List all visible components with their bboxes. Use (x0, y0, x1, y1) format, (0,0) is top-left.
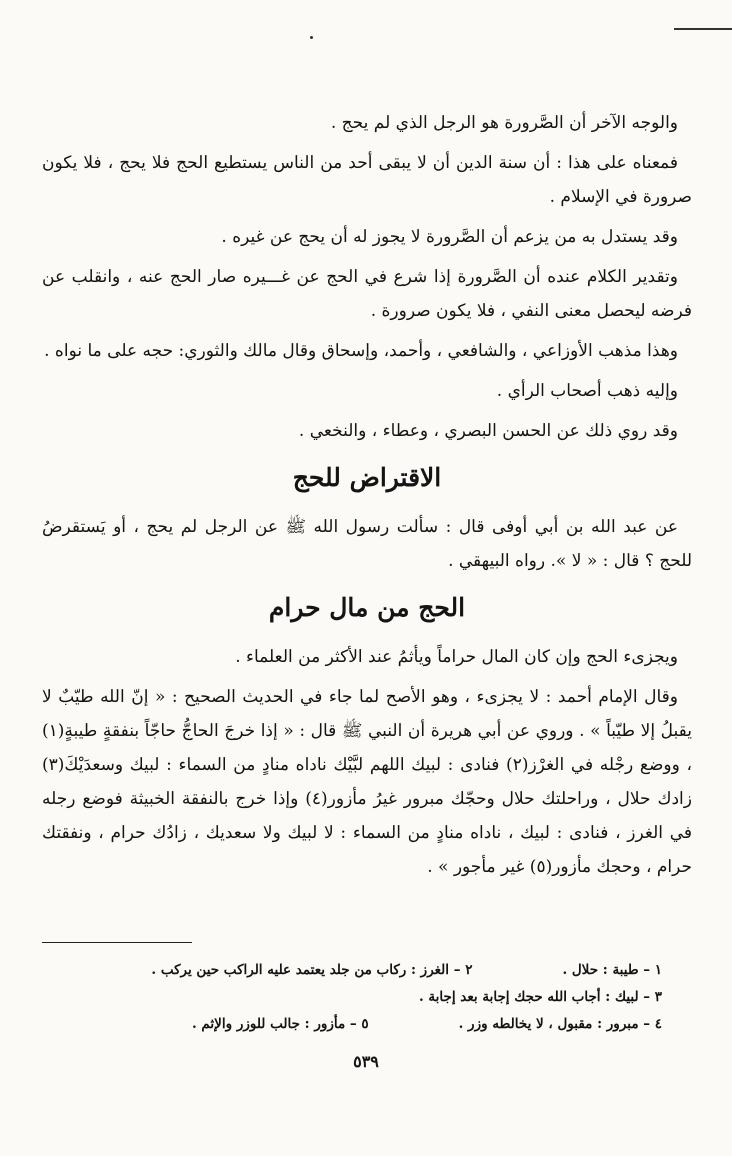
footnote: ٣ – لبيك : أجاب الله حجك إجابة بعد إجابة . (418, 989, 662, 1005)
paragraph: وتقدير الكلام عنده أن الصَّرورة إذا شرع في الحج عن غـــيره صار الحج عنه ، وانقلب عن فرضه ليحصل معنى النفي ، فلا يكون صرورة . (42, 267, 692, 321)
footnote-row (42, 957, 662, 984)
paragraph: وقد يستدل به من يزعم أن الصَّرورة لا يجوز له أن يحج عن غيره . (221, 227, 678, 247)
top-rule (674, 28, 732, 30)
footnotes (42, 957, 662, 1038)
footnote: ٤ – مبرور : مقبول ، لا يخالطه وزر . (458, 1016, 662, 1032)
page-body (42, 106, 692, 890)
paragraph: ويجزىء الحج وإن كان المال حراماً ويأثمُ عند الأكثر من العلماء . (235, 647, 678, 667)
section-heading: الاقتراض للحج (292, 463, 442, 492)
page-number: ٥٣٩ (353, 1052, 379, 1071)
footnote-rule (42, 942, 192, 943)
footnote: ٥ – مأزور : جالب للوزر والإثم . (192, 1016, 369, 1032)
paragraph: والوجه الآخر أن الصَّرورة هو الرجل الذي لم يحج . (330, 113, 678, 133)
paragraph: عن عبد الله بن أبي أوفى قال : سألت رسول الله ﷺ عن الرجل لم يحج ، أو يَستقرضُ للحج ؟ قال : « لا ». رواه البيهقي . (42, 517, 692, 571)
print-speck (310, 36, 313, 39)
footnote-row (42, 1011, 662, 1038)
section-heading: الحج من مال حرام (268, 593, 466, 622)
paragraph: وقد روي ذلك عن الحسن البصري ، وعطاء ، والنخعي . (298, 421, 678, 441)
paragraph: وهذا مذهب الأوزاعي ، والشافعي ، وأحمد، وإسحاق وقال مالك والثوري: حجه على ما نواه . (44, 341, 678, 361)
paragraph: وقال الإمام أحمد : لا يجزىء ، وهو الأصح لما جاء في الحديث الصحيح : « إنّ الله طيّبٌ لا يقبلُ إلا طيّباً » . وروي عن أبي هريرة أن النبي ﷺ قال : « إذا خرجَ الحاجُّ حاجّاً بنفقةٍ طيبةٍ(١) ، ووضع رجْله في الغرْز(٢) فنادى : لبيك اللهم لبَّيْك ناداه منادٍ من السماء : لبيك وسعدَيْكَ(٣) زادك حلال ، وراحلتك حلال وحجّك مبرور غيرُ مأزور(٤) وإذا خرج بالنفقة الخبيثة فوضع رجله في الغرز ، فنادى : لبيك ، ناداه منادٍ من السماء : لا لبيك ولا سعديك ، زادُك حرام ، ونفقتك حرام ، وحجك مأزور(٥) غير مأجور » . (42, 687, 692, 877)
paragraph: وإليه ذهب أصحاب الرأي . (496, 381, 678, 401)
footnote: ١ – طيبة : حلال . (562, 962, 662, 978)
paragraph: فمعناه على هذا : أن سنة الدين أن لا يبقى أحد من الناس يستطيع الحج فلا يحج ، فلا يكون صرورة في الإسلام . (42, 153, 692, 207)
footnote: ٢ – الغرز : ركاب من جلد يعتمد عليه الراكب حين يركب . (151, 962, 473, 978)
footnote-row (42, 984, 662, 1011)
